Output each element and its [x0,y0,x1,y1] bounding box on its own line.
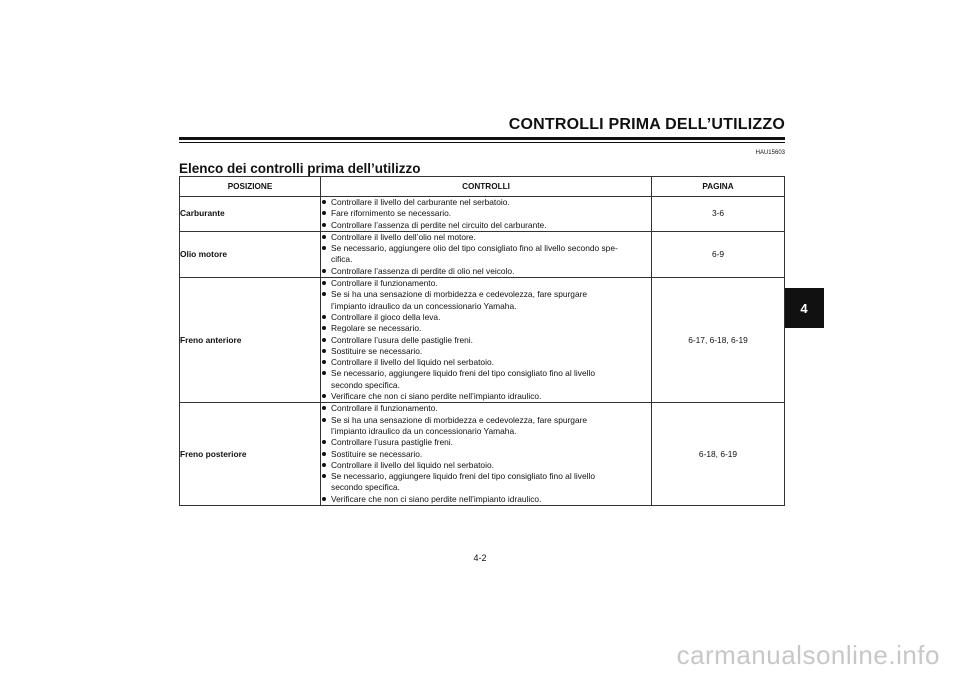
item-text: Controllare l’assenza di perdite di olio nel veicolo. [331,265,515,276]
bullet-icon [322,440,326,444]
header-position: POSIZIONE [180,177,321,197]
item-text: Sostituire se necessario. [331,448,423,459]
bullet-icon [322,418,326,422]
item-text: Controllare il livello del liquido nel serbatoio. [331,459,494,470]
bullet-icon [322,338,326,342]
bullet-icon [322,452,326,456]
item-text: Se necessario, aggiungere liquido freni del tipo consigliato fino al livello secondo specifica. [331,471,595,493]
header-controls: CONTROLLI [321,177,652,197]
checklist-table [179,176,785,506]
list-item [321,368,651,391]
table-row [180,231,785,277]
doc-code: HAU15603 [755,150,785,156]
list-item [321,208,651,219]
bullet-icon [322,394,326,398]
list-item [321,220,651,231]
item-text: Se necessario, aggiungere olio del tipo consigliato fino al livello secondo spe- cifica. [331,243,618,265]
row-position: Olio motore [180,231,321,277]
bullet-icon [322,200,326,204]
bullet-icon [322,349,326,353]
item-text: Controllare il gioco della leva. [331,311,441,322]
row-controls [321,278,652,403]
item-text: Controllare l’assenza di perdite nel circuito del carburante. [331,219,547,230]
row-page: 6-18, 6-19 [652,403,785,506]
header-rule-thick [179,137,785,140]
row-page: 3-6 [652,197,785,232]
chapter-title: CONTROLLI PRIMA DELL’UTILIZZO [508,116,785,133]
item-text: Controllare l’usura delle pastiglie freni. [331,334,473,345]
bullet-icon [322,246,326,250]
item-text: Se si ha una sensazione di morbidezza e cedevolezza, fare spurgare l’impianto idraulico da un concessionario Yamaha. [331,414,588,436]
row-position: Freno anteriore [180,278,321,403]
controls-list [321,197,651,231]
list-item [321,278,651,289]
bullet-icon [322,326,326,330]
table-row [180,278,785,403]
header-rule-thin [179,142,785,143]
item-text: Controllare il livello del liquido nel serbatoio. [331,357,494,368]
section-title: Elenco dei controlli prima dell’utilizzo [179,161,421,176]
list-item [321,346,651,357]
row-position: Carburante [180,197,321,232]
item-text: Se necessario, aggiungere liquido freni del tipo consigliato fino al livello secondo specifica. [331,368,595,390]
list-item [321,471,651,494]
list-item [321,460,651,471]
chapter-tab-label: 4 [800,300,808,316]
row-controls [321,403,652,506]
bullet-icon [322,211,326,215]
item-text: Verificare che non ci siano perdite nell’impianto idraulico. [331,391,542,402]
page-number: 4-2 [473,553,487,563]
bullet-icon [322,463,326,467]
list-item [321,243,651,266]
item-text: Controllare il livello del carburante nel serbatoio. [331,197,510,207]
list-item [321,266,651,277]
item-text: Sostituire se necessario. [331,345,423,356]
list-item [321,437,651,448]
list-item [321,335,651,346]
list-item [321,494,651,505]
item-text: Regolare se necessario. [331,323,422,334]
watermark: carmanualsonline.info [676,640,940,670]
item-text: Se si ha una sensazione di morbidezza e cedevolezza, fare spurgare l’impianto idraulico da un concessionario Yamaha. [331,289,588,311]
list-item [321,197,651,208]
bullet-icon [322,371,326,375]
list-item [321,403,651,414]
list-item [321,289,651,312]
chapter-tab [784,288,824,328]
item-text: Controllare il funzionamento. [331,278,438,289]
list-item [321,323,651,334]
bullet-icon [322,281,326,285]
list-item [321,312,651,323]
list-item [321,449,651,460]
list-item [321,357,651,368]
item-text: Fare rifornimento se necessario. [331,208,452,219]
list-item [321,415,651,438]
table-header-row [180,177,785,197]
bullet-icon [322,474,326,478]
controls-list [321,278,651,402]
table-row [180,403,785,506]
bullet-icon [322,223,326,227]
table-row [180,197,785,232]
bullet-icon [322,269,326,273]
controls-list [321,232,651,277]
bullet-icon [322,497,326,501]
bullet-icon [322,292,326,296]
item-text: Controllare il livello dell’olio nel motore. [331,231,476,242]
list-item [321,232,651,243]
header-page: PAGINA [652,177,785,197]
item-text: Controllare il funzionamento. [331,403,438,414]
bullet-icon [322,406,326,410]
row-controls [321,197,652,232]
list-item [321,391,651,402]
row-page: 6-9 [652,231,785,277]
controls-list [321,403,651,505]
row-page: 6-17, 6-18, 6-19 [652,278,785,403]
bullet-icon [322,235,326,239]
item-text: Verificare che non ci siano perdite nell’impianto idraulico. [331,493,542,504]
bullet-icon [322,315,326,319]
row-controls [321,231,652,277]
row-position: Freno posteriore [180,403,321,506]
bullet-icon [322,360,326,364]
table-body [180,197,785,506]
item-text: Controllare l’usura pastiglie freni. [331,437,453,448]
